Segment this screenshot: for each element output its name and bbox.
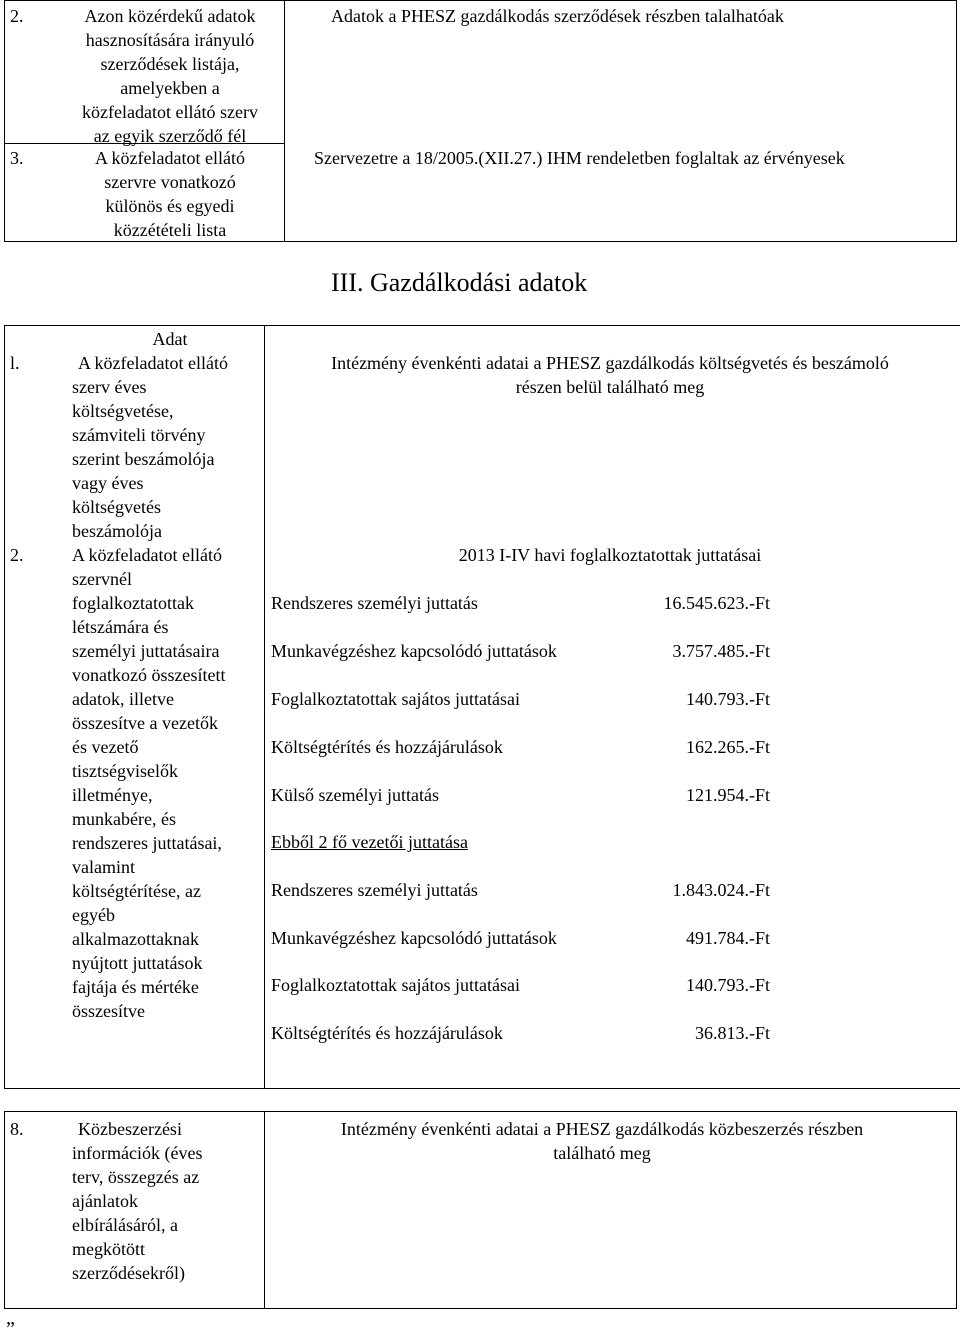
label-line: adatok, illetve [72,689,174,709]
label-line: vagy éves [72,473,144,493]
label-line: terv, összegzés az [72,1167,200,1187]
benefit-amount: 3.757.485.-Ft [672,641,770,661]
label-line: költségvetése, [72,401,174,421]
label-line: tisztségviselők [72,761,178,781]
label-line: nyújtott juttatások [72,953,203,973]
bottom-table-col-divider [264,1111,265,1309]
row-value: Adatok a PHESZ gazdálkodás szerződések részben talalhatóak [331,6,784,26]
label-line: szerv éves [72,377,147,397]
value-line: Intézmény évenkénti adatai a PHESZ gazdálkodás közbeszerzés részben [340,1119,864,1139]
row-value [270,351,950,399]
label-line: összesítve [72,1001,145,1021]
row-label [60,4,280,148]
row-label [72,1117,262,1285]
label-line: különös és egyedi [105,196,235,216]
leader-benefit-amount: 491.784.-Ft [685,928,770,948]
label-line: szerződésekről) [72,1263,185,1283]
label-line: Közbeszerzési [78,1119,182,1139]
value-line: található meg [553,1143,651,1163]
label-line: ajánlatok [72,1191,138,1211]
row-number: l. [10,353,20,373]
label-line: rendszeres juttatásai, [72,833,222,853]
label-line: foglalkoztatottak [72,593,194,613]
label-line: illetménye, [72,785,153,805]
label-line: költségtérítése, az [72,881,201,901]
row-label [60,146,280,242]
label-line: közfeladatot ellátó szerv [82,102,258,122]
label-line: vonatkozó összesített [72,665,226,685]
label-line: A közfeladatot ellátó [78,353,228,373]
label-line: elbírálásáról, a [72,1215,178,1235]
benefit-amount: 162.265.-Ft [685,737,770,757]
row-label [72,543,262,1023]
leader-benefit-amount: 36.813.-Ft [694,1023,770,1043]
row-number: 2. [10,6,24,26]
row-value [270,1117,934,1165]
benefits-title: 2013 I-IV havi foglalkoztatottak juttatásai [458,545,762,565]
label-line: szervre vonatkozó [104,172,236,192]
leader-benefit-label: Foglalkoztatottak sajátos juttatásai [271,975,520,995]
label-line: számviteli törvény [72,425,206,445]
label-line: valamint [72,857,135,877]
label-line: létszámára és [72,617,169,637]
label-line: és vezető [72,737,139,757]
value-line: Intézmény évenkénti adatai a PHESZ gazdálkodás költségvetés és beszámoló [331,353,889,373]
label-line: alkalmazottaknak [72,929,199,949]
label-line: hasznosítására irányuló [85,30,255,50]
label-line: Azon közérdekű adatok [84,6,256,26]
label-line: közzétételi lista [113,220,227,240]
label-line: A közfeladatot ellátó [72,545,222,565]
label-line: egyéb [72,905,115,925]
leader-benefit-label: Költségtérítés és hozzájárulások [271,1023,503,1043]
label-line: összesítve a vezetők [72,713,218,733]
leader-benefit-amount: 140.793.-Ft [685,975,770,995]
label-line: szerződések listája, [100,54,240,74]
leader-benefit-label: Munkavégzéshez kapcsolódó juttatások [271,928,557,948]
label-line: szervnél [72,569,132,589]
label-line: az egyik szerződő fél [93,126,247,146]
benefit-label: Költségtérítés és hozzájárulások [271,737,503,757]
label-line: információk (éves [72,1143,203,1163]
benefit-label: Foglalkoztatottak sajátos juttatásai [271,689,520,709]
row-label [72,351,262,543]
benefit-label: Külső személyi juttatás [271,785,439,805]
label-line: költségvetés [72,497,161,517]
footer-quote-mark: „ [6,1307,15,1329]
top-table-col-divider [284,0,285,242]
row-number: 3. [10,148,24,168]
section-title: III. Gazdálkodási adatok [331,268,588,297]
label-line: A közfeladatot ellátó [95,148,245,168]
benefit-label: Munkavégzéshez kapcsolódó juttatások [271,641,557,661]
leaders-subheading: Ebből 2 fő vezetői juttatása [271,832,468,852]
benefit-amount: 16.545.623.-Ft [663,593,770,613]
benefit-amount: 140.793.-Ft [685,689,770,709]
leader-benefit-amount: 1.843.024.-Ft [672,880,770,900]
benefit-label: Rendszeres személyi juttatás [271,593,478,613]
row-value: Szervezetre a 18/2005.(XII.27.) IHM rendeletben foglaltak az érvényesek [314,148,845,168]
row-number: 8. [10,1119,24,1139]
benefit-amount: 121.954.-Ft [685,785,770,805]
label-line: amelyekben a [120,78,220,98]
column-header: Adat [152,329,188,349]
leader-benefit-label: Rendszeres személyi juttatás [271,880,478,900]
label-line: munkabére, és [72,809,176,829]
label-line: szerint beszámolója [72,449,215,469]
mid-table-col-divider [264,325,265,1089]
label-line: megkötött [72,1239,145,1259]
value-line: részen belül található meg [515,377,705,397]
label-line: személyi juttatásaira [72,641,220,661]
row-number: 2. [10,545,24,565]
label-line: beszámolója [72,521,162,541]
label-line: fajtája és mértéke [72,977,199,997]
